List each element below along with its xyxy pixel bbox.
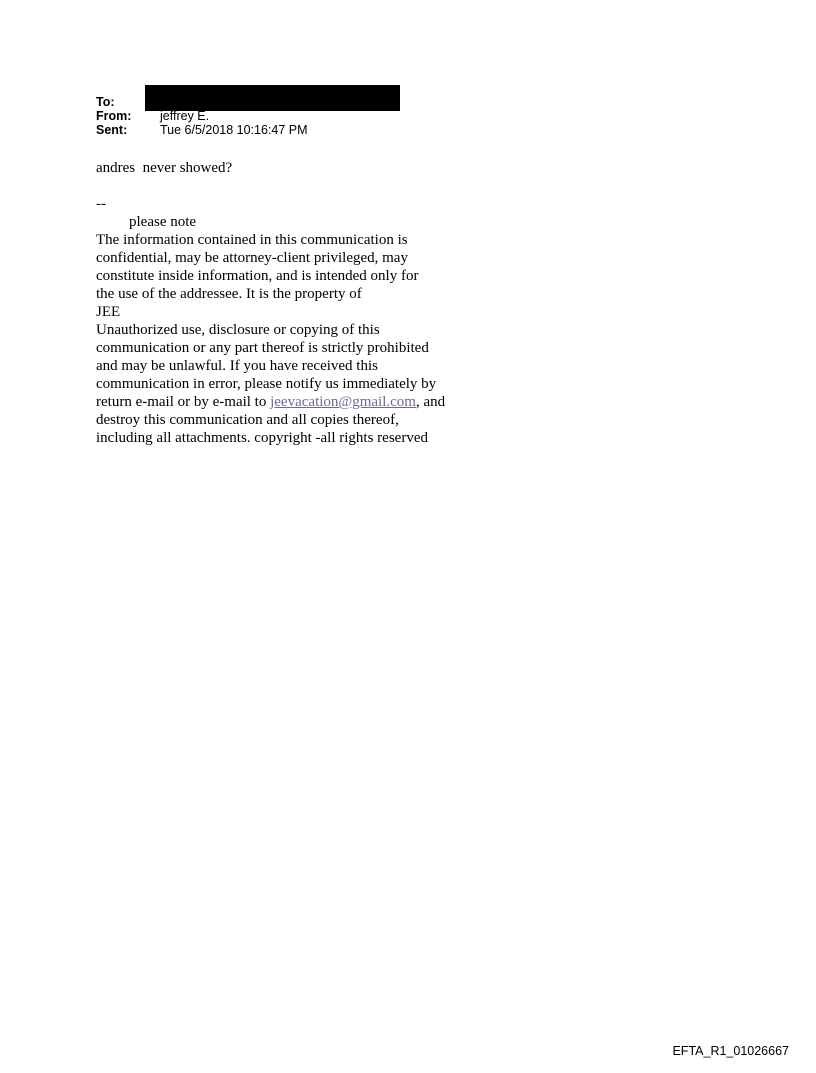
signature-line: The information contained in this communication is	[96, 232, 408, 248]
email-line-prefix: return e-mail or by e-mail to	[96, 394, 271, 410]
signature-line: JEE	[96, 304, 121, 320]
signature-line: and may be unlawful. If you have received this	[96, 358, 378, 374]
from-value: jeffrey E.	[160, 109, 210, 123]
message-text: andres never showed?	[96, 160, 233, 176]
signature-note-label: please note	[129, 214, 197, 230]
signature-email-line	[96, 393, 476, 411]
email-header	[96, 95, 308, 137]
signature-line: the use of the addressee. It is the property of	[96, 286, 362, 302]
signature-line: Unauthorized use, disclosure or copying of this	[96, 322, 380, 338]
signature-line: destroy this communication and all copies thereof,	[96, 412, 399, 428]
signature-line: communication or any part thereof is strictly prohibited	[96, 340, 429, 356]
sent-value: Tue 6/5/2018 10:16:47 PM	[160, 123, 308, 137]
to-label: To:	[96, 95, 115, 109]
document-id: EFTA_R1_01026667	[672, 1044, 789, 1058]
email-link[interactable]: jeevacation@gmail.com	[270, 394, 416, 410]
signature-separator: --	[96, 196, 106, 212]
email-line-suffix: , and	[415, 394, 446, 410]
signature-line: communication in error, please notify us immediately by	[96, 376, 437, 392]
to-row	[96, 95, 308, 109]
from-row	[96, 109, 308, 123]
signature-line: including all attachments. copyright -all rights reserved	[96, 430, 428, 446]
from-label: From:	[96, 109, 132, 123]
signature-line: constitute inside information, and is intended only for	[96, 268, 419, 284]
sent-row	[96, 123, 308, 137]
signature-line: confidential, may be attorney-client privileged, may	[96, 250, 408, 266]
email-body	[96, 159, 476, 447]
sent-label: Sent:	[96, 123, 128, 137]
